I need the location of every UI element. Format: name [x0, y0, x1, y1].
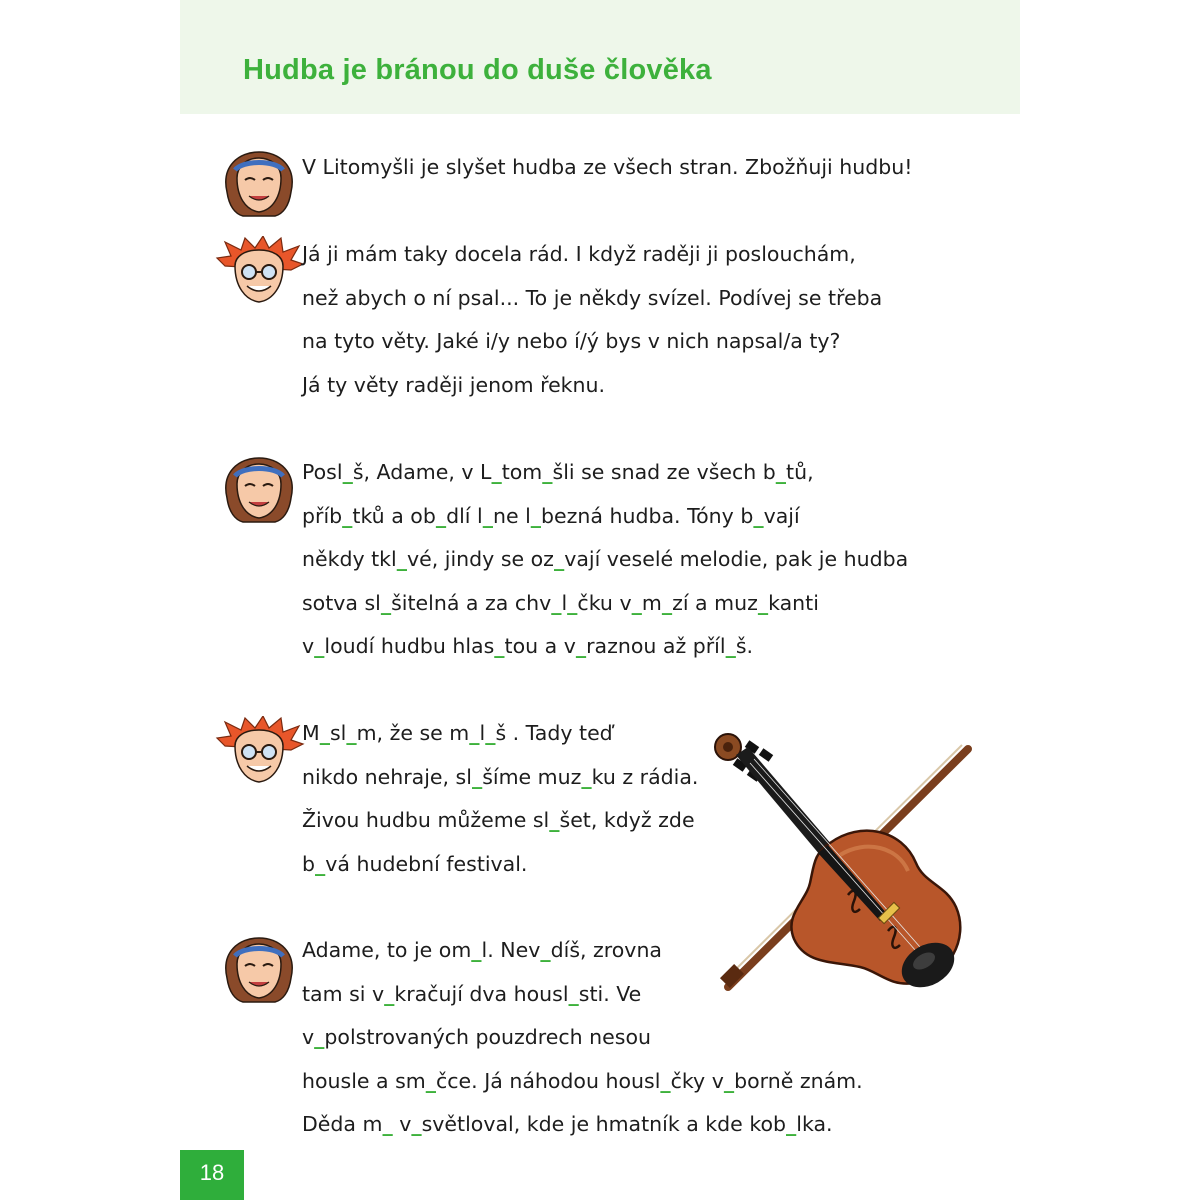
girl-avatar-icon	[213, 148, 305, 220]
blank-gap: _	[485, 721, 496, 745]
workbook-page	[180, 0, 1020, 1200]
dialog-line: Živou hudbu můžeme sl_šet, když zde	[302, 808, 695, 832]
blank-gap: _	[435, 503, 447, 528]
dialog-line: než abych o ní psal... To je někdy svízel. Podívej se třeba	[302, 285, 883, 310]
dialog-block-2	[302, 233, 882, 407]
dialog-line: Adame, to je om_l. Nev_díš, zrovna	[302, 938, 662, 962]
blank-gap: _	[661, 590, 673, 615]
blank-gap: _	[384, 981, 395, 1006]
blank-gap: _	[319, 721, 330, 745]
blank-gap: _	[425, 1068, 437, 1093]
blank-gap: _	[482, 503, 493, 528]
dialog-line: M_sl_m, že se m_l_š . Tady teď	[302, 721, 613, 745]
blank-gap: _	[530, 503, 542, 528]
blank-gap: _	[342, 460, 353, 484]
dialog-line: Já ji mám taky docela rád. I když raději ji poslouchám,	[302, 242, 856, 266]
blank-gap: _	[471, 938, 482, 962]
dialog-line: Děda m_ v_světloval, kde je hmatník a kde kob_lka.	[302, 1112, 833, 1136]
boy-avatar-icon	[213, 716, 305, 788]
blank-gap: _	[757, 590, 769, 615]
blank-gap: _	[494, 634, 505, 658]
page-title: Hudba je bránou do duše člověka	[243, 54, 712, 86]
blank-gap: _	[631, 590, 642, 615]
dialog-line: sotva sl_šitelná a za chv_l_čku v_m_zí a muz_kanti	[302, 590, 819, 615]
dialog-line: V Litomyšli je slyšet hudba ze všech stran. Zbožňuji hudbu!	[302, 155, 913, 179]
blank-gap: _	[567, 590, 578, 615]
dialog-block-1	[302, 146, 913, 190]
blank-gap: _	[725, 634, 736, 658]
blank-gap: _	[581, 764, 592, 789]
dialog-line: v_polstrovaných pouzdrech nesou	[302, 1025, 651, 1049]
blank-gap: _	[382, 1112, 393, 1136]
blank-gap: _	[342, 503, 353, 528]
dialog-block-3	[302, 451, 908, 669]
dialog-line: příb_tků a ob_dlí l_ne l_bezná hudba. Tóny b_vají	[302, 503, 800, 528]
blank-gap: _	[753, 503, 764, 528]
blank-gap: _	[315, 851, 326, 876]
blank-gap: _	[549, 808, 560, 832]
boy-avatar-icon	[213, 236, 305, 308]
girl-avatar-icon	[213, 454, 305, 526]
dialog-line: na tyto věty. Jaké i/y nebo í/ý bys v nich napsal/a ty?	[302, 329, 841, 353]
blank-gap: _	[396, 547, 407, 571]
blank-gap: _	[553, 547, 565, 571]
blank-gap: _	[723, 1068, 735, 1093]
dialog-line: housle a sm_čce. Já náhodou housl_čky v_borně znám.	[302, 1068, 863, 1093]
blank-gap: _	[471, 764, 483, 789]
blank-gap: _	[786, 1112, 797, 1136]
dialog-line: nikdo nehraje, sl_šíme muz_ku z rádia.	[302, 764, 699, 789]
dialog-line: Posl_š, Adame, v L_tom_šli se snad ze všech b_tů,	[302, 460, 814, 484]
blank-gap: _	[540, 938, 551, 962]
blank-gap: _	[775, 460, 787, 484]
dialog-line: b_vá hudební festival.	[302, 851, 528, 876]
violin-illustration	[710, 725, 990, 1005]
dialog-line: Já ty věty raději jenom řeknu.	[302, 372, 606, 397]
blank-gap: _	[380, 590, 392, 615]
blank-gap: _	[568, 981, 579, 1006]
blank-gap: _	[346, 721, 357, 745]
girl-avatar-icon	[213, 934, 305, 1006]
blank-gap: _	[542, 460, 553, 484]
blank-gap: _	[411, 1112, 422, 1136]
dialog-line: v_loudí hudbu hlas_tou a v_raznou až příl_š.	[302, 634, 754, 658]
page-number: 18	[180, 1150, 244, 1200]
blank-gap: _	[575, 634, 587, 658]
blank-gap: _	[314, 634, 325, 658]
dialog-line: někdy tkl_vé, jindy se oz_vají veselé melodie, pak je hudba	[302, 547, 909, 571]
blank-gap: _	[469, 721, 480, 745]
dialog-block-4	[302, 712, 698, 886]
blank-gap: _	[551, 590, 562, 615]
dialog-line: tam si v_kračují dva housl_sti. Ve	[302, 981, 642, 1006]
blank-gap: _	[314, 1025, 325, 1049]
blank-gap: _	[660, 1068, 671, 1093]
blank-gap: _	[491, 460, 502, 484]
